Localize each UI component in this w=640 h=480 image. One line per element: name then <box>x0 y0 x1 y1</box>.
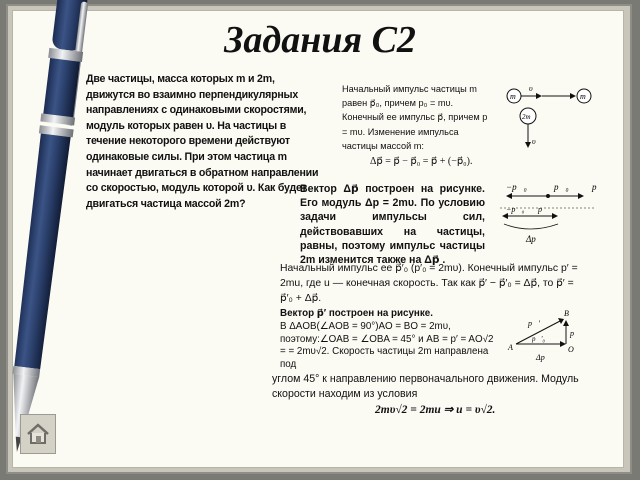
point-o-label: O <box>568 345 574 354</box>
point-a-label: A <box>508 343 513 352</box>
velocity-label: υ⃗ <box>529 84 539 93</box>
particle-2m-label: 2m <box>522 113 531 121</box>
vec-p0-prime-label: p⃗′₀ <box>532 335 545 343</box>
svg-text:m: m <box>580 92 586 101</box>
vec-p-prime-label: p⃗′ <box>528 319 540 328</box>
solution-step-1-text: Начальный импульс частицы m равен p⃗₀, причем p₀ = mυ. Конечный ее импульс p⃗, причем p = mυ. Изменение импульса частицы массой m: <box>342 84 488 151</box>
point-b-label: B <box>564 309 569 318</box>
vec-p0-label: p⃗₀ <box>554 182 569 192</box>
solution-step-1 <box>342 82 492 169</box>
particles-diagram <box>500 80 600 155</box>
svg-text:−p⃗₀: −p⃗₀ <box>506 205 525 214</box>
solution-step-2: Вектор Δp⃗ построен на рисунке. Его модуль Δp = 2mυ. По условию задачи импульсы сил, действовавших на частицы, равны, поэтому импульс частицы 2m изменится также на Δp⃗ . <box>300 183 485 267</box>
problem-statement: Две частицы, масса которых m и 2m, движутся во взаимно перпендикулярных направлениях с одинаковыми скоростями, модуль которых равен υ. На частицы в течение некоторого времени действуют одинаковые силы. При этом частица m начинает двигаться в обратном направлении со скоростью, модуль которой υ. Как будет двигаться частица массой 2m? <box>86 73 319 210</box>
solution-step-5: углом 45° к направлению первоначального движения. Модуль скорости находим из условия <box>272 373 579 400</box>
solution-step-1-equation: Δp⃗ = p⃗ − p⃗₀ = p⃗ + (−p⃗₀). <box>370 156 473 168</box>
svg-text:p⃗: p⃗ <box>538 205 549 214</box>
solution-step-3: Начальный импульс ее p⃗′₀ (p′₀ = 2mυ). Конечный импульс p′ = 2mu, где u — конечная скорость. Так как p⃗′ − p⃗′₀ = Δp⃗, то p⃗′ = p⃗′₀ + Δp⃗. <box>280 263 578 304</box>
svg-text:p⃗: p⃗ <box>570 329 581 338</box>
particle-m-label: m <box>510 92 516 101</box>
solution-step-4 <box>280 308 500 372</box>
home-button[interactable] <box>20 414 56 454</box>
final-equation: 2mυ√2 = 2mu ⇒ u = υ√2. <box>375 404 496 416</box>
triangle-diagram <box>506 306 586 364</box>
solution-step-4-head: Вектор p⃗′ построен на рисунке. <box>280 308 433 319</box>
solution-step-4-text: В ΔAOB(∠AOB = 90°)AO = BO = 2mυ, поэтому:∠OAB = ∠OBA = 45° и AB = p′ = AO√2 = = 2mυ√2. Скорость частицы 2m направлена под <box>280 320 494 371</box>
svg-text:υ⃗: υ⃗ <box>532 137 542 146</box>
home-icon <box>25 422 51 446</box>
slide-title: Задания С2 <box>224 19 416 61</box>
vector-diagram <box>492 178 612 248</box>
vec-delta-p-label: Δp⃗ <box>526 234 543 244</box>
vec-minus-p0-label: −p⃗₀ <box>506 182 527 192</box>
vec-delta-p2-label: Δp⃗ <box>536 353 551 362</box>
vec-p-label: p⃗ <box>592 182 604 192</box>
